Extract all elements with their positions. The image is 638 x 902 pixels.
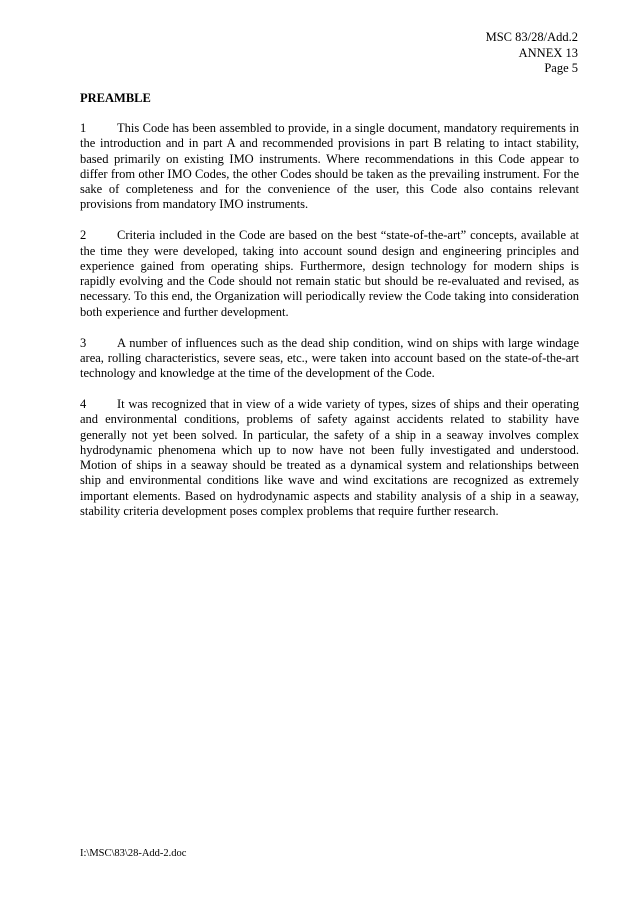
paragraph-1 xyxy=(80,121,579,213)
section-title: PREAMBLE xyxy=(80,91,151,105)
paragraph-text: It was recognized that in view of a wide variety of types, sizes of ships and their operating and environmental conditions, problems of safety against accidents related to stability have generally not yet been solved. In particular, the safety of a ship in a seaway involves complex hydrodynamic phenomena which up to now have not been fully investigated and understood. Motion of ships in a seaway should be treated as a dynamical system and relationships between ship and environmental conditions like wave and wind excitations are recognized as extremely important elements. Based on hydrodynamic aspects and stability analysis of a ship in a seaway, stability criteria development poses complex problems that require further research. xyxy=(80,396,579,519)
document-symbol: MSC 83/28/Add.2 xyxy=(485,30,578,44)
paragraph-2 xyxy=(80,228,579,320)
annex-label: ANNEX 13 xyxy=(518,45,578,60)
paragraph-number: 1 xyxy=(80,121,87,135)
paragraph-text: This Code has been assembled to provide, in a single document, mandatory requirements in the introduction and in part A and recommended provisions in part B relating to intact stability, based primarily on existing IMO instruments. Where recommendations in this Code appear to differ from other IMO Codes, the other Codes should be taken as the prevailing instrument. For the sake of completeness and for the convenience of the user, this Code also contains relevant provisions from mandatory IMO instruments. xyxy=(80,121,579,212)
file-path-footer: I:\MSC\83\28-Add-2.doc xyxy=(80,848,187,859)
page-number: Page 5 xyxy=(544,61,578,75)
paragraph-text: A number of influences such as the dead ship condition, wind on ships with large windage area, rolling characteristics, severe seas, etc., were taken into account based on the state-of-the-art technology and knowledge at the time of the development of the Code. xyxy=(80,335,579,381)
paragraph-number: 4 xyxy=(80,396,87,411)
page-header xyxy=(486,30,578,77)
paragraph-number: 3 xyxy=(80,335,87,350)
paragraph-number: 2 xyxy=(80,228,87,243)
paragraph-text: Criteria included in the Code are based on the best “state-of-the-art” concepts, available at the time they were developed, taking into account sound design and engineering principles and experience gained from operating ships. Furthermore, design technology for modern ships is rapidly evolving and the Code should not remain static but should be re-evaluated and revised, as necessary. To this end, the Organization will periodically review the Code taking into consideration both experience and further development. xyxy=(80,228,579,319)
document-body xyxy=(80,121,579,535)
paragraph-4 xyxy=(80,397,579,519)
paragraph-3 xyxy=(80,336,579,382)
